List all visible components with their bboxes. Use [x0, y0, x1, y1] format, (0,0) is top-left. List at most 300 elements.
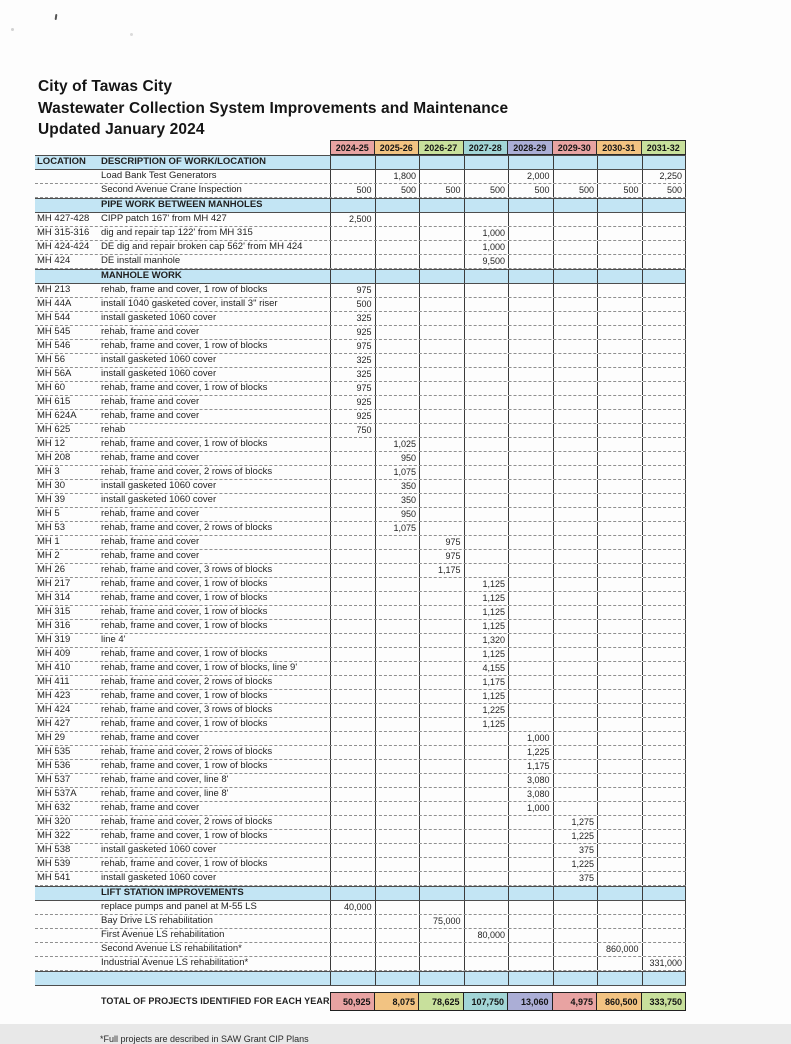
- year-column-header: 2029-30: [553, 140, 598, 155]
- value-cell: [419, 943, 464, 956]
- description-cell: rehab, frame and cover: [101, 410, 200, 421]
- title-line-2: Wastewater Collection System Improvements and Maintenance: [38, 99, 509, 117]
- value-cell: [330, 732, 375, 745]
- value-cell: [375, 788, 420, 801]
- value-cell: 1,125: [464, 620, 509, 633]
- value-cell: [597, 382, 642, 395]
- value-cell: 325: [330, 312, 375, 325]
- section-label: MANHOLE WORK: [98, 270, 330, 283]
- value-cell: [375, 718, 420, 731]
- section-label: LIFT STATION IMPROVEMENTS: [98, 887, 330, 900]
- location-cell: MH 409: [37, 648, 71, 659]
- value-cell: [642, 887, 687, 900]
- value-cell: 1,175: [508, 760, 553, 773]
- description-cell: rehab, frame and cover, 2 rows of blocks: [101, 676, 273, 687]
- value-cell: 750: [330, 424, 375, 437]
- value-cell: [419, 326, 464, 339]
- location-cell: MH 26: [37, 564, 65, 575]
- value-cell: [597, 676, 642, 689]
- value-cell: 975: [419, 536, 464, 549]
- description-cell: Load Bank Test Generators: [101, 170, 217, 181]
- value-cell: [597, 424, 642, 437]
- section-label: PIPE WORK BETWEEN MANHOLES: [98, 199, 330, 212]
- value-cell: [375, 368, 420, 381]
- value-cell: [642, 704, 687, 717]
- value-cell: [597, 774, 642, 787]
- value-cell: [642, 690, 687, 703]
- value-cell: [464, 270, 509, 283]
- table-row: [35, 255, 686, 269]
- value-cell: [597, 410, 642, 423]
- value-cell: [553, 957, 598, 970]
- description-cell: line 4': [101, 634, 126, 645]
- value-cell: [419, 270, 464, 283]
- value-cell: [553, 648, 598, 661]
- value-cell: [330, 648, 375, 661]
- value-cell: [553, 732, 598, 745]
- value-cell: [597, 564, 642, 577]
- value-cell: [553, 396, 598, 409]
- value-cell: [330, 676, 375, 689]
- value-cell: [508, 354, 553, 367]
- value-cell: 1,000: [464, 241, 509, 254]
- location-cell: MH 427: [37, 718, 71, 729]
- value-cell: [464, 340, 509, 353]
- value-cell: [642, 452, 687, 465]
- value-cell: [642, 227, 687, 240]
- table-row: [35, 438, 686, 452]
- description-cell: rehab, frame and cover, line 8': [101, 788, 229, 799]
- value-cell: [553, 746, 598, 759]
- value-cell: 350: [375, 480, 420, 493]
- table-row: [35, 774, 686, 788]
- value-cell: [508, 312, 553, 325]
- value-cell: [375, 858, 420, 871]
- value-cell: [642, 508, 687, 521]
- value-cell: [508, 550, 553, 563]
- value-cell: [464, 972, 509, 985]
- value-cell: [464, 788, 509, 801]
- value-cell: [419, 929, 464, 942]
- value-cell: [508, 915, 553, 928]
- value-cell: [330, 943, 375, 956]
- table-row: [35, 746, 686, 760]
- location-cell: MH 315: [37, 606, 71, 617]
- value-cell: [375, 872, 420, 885]
- value-cell: [553, 522, 598, 535]
- table-row: [35, 312, 686, 326]
- value-cell: 1,075: [375, 466, 420, 479]
- description-cell: rehab, frame and cover, line 8': [101, 774, 229, 785]
- value-cell: [464, 368, 509, 381]
- value-cell: [553, 634, 598, 647]
- table-row: [35, 802, 686, 816]
- value-cell: [642, 718, 687, 731]
- value-cell: [597, 494, 642, 507]
- title-line-3: Updated January 2024: [38, 121, 205, 138]
- description-cell: rehab, frame and cover, 2 rows of blocks: [101, 746, 273, 757]
- description-cell: install gasketed 1060 cover: [101, 480, 217, 491]
- value-cell: [464, 480, 509, 493]
- value-cell: [597, 690, 642, 703]
- description-cell: [98, 972, 330, 985]
- location-cell: MH 5: [37, 508, 60, 519]
- value-cell: [597, 466, 642, 479]
- value-cell: [597, 844, 642, 857]
- location-cell: [35, 901, 98, 914]
- location-cell: [35, 199, 98, 212]
- location-column-header: LOCATION: [35, 156, 98, 169]
- value-cell: [597, 213, 642, 226]
- value-cell: [642, 241, 687, 254]
- value-cell: [642, 354, 687, 367]
- header-year-cell: [597, 156, 642, 169]
- value-cell: [508, 213, 553, 226]
- value-cell: [375, 536, 420, 549]
- value-cell: 9,500: [464, 255, 509, 268]
- location-cell: MH 319: [37, 634, 71, 645]
- value-cell: [642, 298, 687, 311]
- value-cell: [553, 326, 598, 339]
- value-cell: [419, 592, 464, 605]
- value-cell: [419, 972, 464, 985]
- value-cell: 500: [508, 184, 553, 197]
- value-cell: 1,025: [375, 438, 420, 451]
- value-cell: [419, 298, 464, 311]
- location-cell: MH 424: [37, 255, 71, 266]
- value-cell: [508, 648, 553, 661]
- value-cell: [419, 676, 464, 689]
- value-cell: [464, 199, 509, 212]
- value-cell: 1,000: [508, 802, 553, 815]
- location-cell: MH 615: [37, 396, 71, 407]
- value-cell: 975: [330, 284, 375, 297]
- description-cell: rehab, frame and cover: [101, 536, 200, 547]
- value-cell: 500: [330, 298, 375, 311]
- value-cell: [330, 620, 375, 633]
- value-cell: [597, 508, 642, 521]
- value-cell: 3,080: [508, 788, 553, 801]
- value-cell: 350: [375, 494, 420, 507]
- description-cell: install gasketed 1060 cover: [101, 312, 217, 323]
- value-cell: 1,175: [464, 676, 509, 689]
- value-cell: [642, 634, 687, 647]
- location-cell: MH 44A: [37, 298, 72, 309]
- value-cell: [419, 354, 464, 367]
- value-cell: [419, 578, 464, 591]
- table-row: [35, 452, 686, 466]
- value-cell: [419, 241, 464, 254]
- value-cell: [508, 438, 553, 451]
- section-row: [35, 886, 686, 901]
- value-cell: 331,000: [642, 957, 687, 970]
- value-cell: [464, 760, 509, 773]
- value-cell: [330, 788, 375, 801]
- value-cell: [375, 915, 420, 928]
- total-value-cell: 50,925: [330, 992, 375, 1011]
- table-row: [35, 424, 686, 438]
- value-cell: [508, 844, 553, 857]
- table-row: [35, 872, 686, 886]
- table-row: [35, 704, 686, 718]
- value-cell: [642, 929, 687, 942]
- description-cell: dig and repair tap 122' from MH 315: [101, 227, 253, 238]
- location-cell: MH 314: [37, 592, 71, 603]
- value-cell: [375, 227, 420, 240]
- value-cell: [642, 494, 687, 507]
- value-cell: 2,500: [330, 213, 375, 226]
- location-cell: MH 541: [37, 872, 71, 883]
- value-cell: [597, 326, 642, 339]
- location-cell: MH 29: [37, 732, 65, 743]
- value-cell: [508, 368, 553, 381]
- value-cell: [642, 424, 687, 437]
- value-cell: [419, 957, 464, 970]
- value-cell: [642, 578, 687, 591]
- value-cell: 500: [642, 184, 687, 197]
- location-cell: MH 424: [37, 704, 71, 715]
- value-cell: [419, 227, 464, 240]
- value-cell: [419, 170, 464, 183]
- value-cell: [553, 508, 598, 521]
- description-cell: rehab, frame and cover, 1 row of blocks: [101, 830, 268, 841]
- value-cell: [597, 830, 642, 843]
- value-cell: [375, 326, 420, 339]
- location-cell: [35, 943, 98, 956]
- value-cell: [597, 788, 642, 801]
- value-cell: 975: [330, 382, 375, 395]
- value-cell: [553, 718, 598, 731]
- value-cell: [508, 466, 553, 479]
- value-cell: [553, 270, 598, 283]
- value-cell: [508, 957, 553, 970]
- value-cell: [553, 704, 598, 717]
- value-cell: [508, 972, 553, 985]
- value-cell: 1,800: [375, 170, 420, 183]
- value-cell: [419, 746, 464, 759]
- table-row: [35, 227, 686, 241]
- value-cell: [375, 298, 420, 311]
- value-cell: [597, 972, 642, 985]
- value-cell: [553, 760, 598, 773]
- value-cell: [330, 972, 375, 985]
- value-cell: [419, 662, 464, 675]
- value-cell: 1,125: [464, 592, 509, 605]
- table-row: [35, 368, 686, 382]
- description-cell: DE install manhole: [101, 255, 181, 266]
- total-value-cell: 78,625: [419, 992, 464, 1011]
- value-cell: [419, 494, 464, 507]
- value-cell: [375, 648, 420, 661]
- location-cell: MH 424-424: [37, 241, 90, 252]
- location-cell: MH 316: [37, 620, 71, 631]
- value-cell: [553, 312, 598, 325]
- value-cell: [642, 915, 687, 928]
- value-cell: 500: [464, 184, 509, 197]
- value-cell: [597, 396, 642, 409]
- value-cell: [330, 241, 375, 254]
- value-cell: [375, 704, 420, 717]
- value-cell: 80,000: [464, 929, 509, 942]
- value-cell: [642, 844, 687, 857]
- value-cell: [419, 901, 464, 914]
- value-cell: [642, 550, 687, 563]
- scan-artifact: [55, 14, 58, 20]
- value-cell: [330, 452, 375, 465]
- value-cell: 860,000: [597, 943, 642, 956]
- value-cell: [642, 901, 687, 914]
- value-cell: [464, 746, 509, 759]
- value-cell: [464, 494, 509, 507]
- location-cell: [35, 887, 98, 900]
- value-cell: [375, 887, 420, 900]
- value-cell: 1,075: [375, 522, 420, 535]
- value-cell: [375, 802, 420, 815]
- value-cell: [553, 564, 598, 577]
- header-year-cell: [464, 156, 509, 169]
- value-cell: 500: [375, 184, 420, 197]
- value-cell: [508, 564, 553, 577]
- value-cell: 1,225: [464, 704, 509, 717]
- table-row: [35, 901, 686, 915]
- description-cell: First Avenue LS rehabilitation: [101, 929, 225, 940]
- table-row: [35, 354, 686, 368]
- table-row: [35, 241, 686, 255]
- value-cell: [553, 662, 598, 675]
- value-cell: [419, 368, 464, 381]
- value-cell: [642, 410, 687, 423]
- value-cell: [419, 830, 464, 843]
- value-cell: 925: [330, 410, 375, 423]
- value-cell: 975: [419, 550, 464, 563]
- value-cell: [597, 915, 642, 928]
- value-cell: [508, 872, 553, 885]
- value-cell: [464, 466, 509, 479]
- value-cell: 1,225: [553, 830, 598, 843]
- value-cell: [330, 592, 375, 605]
- footnote: *Full projects are described in SAW Grant CIP Plans: [100, 1034, 309, 1044]
- table-row: [35, 760, 686, 774]
- value-cell: [330, 480, 375, 493]
- value-cell: 1,125: [464, 690, 509, 703]
- location-cell: [35, 184, 98, 197]
- value-cell: [508, 255, 553, 268]
- value-cell: [642, 396, 687, 409]
- value-cell: [508, 858, 553, 871]
- year-column-header: 2024-25: [330, 140, 375, 155]
- value-cell: [597, 270, 642, 283]
- value-cell: [642, 816, 687, 829]
- value-cell: [330, 718, 375, 731]
- value-cell: [597, 732, 642, 745]
- value-cell: [642, 606, 687, 619]
- total-value-cell: 8,075: [375, 992, 420, 1011]
- value-cell: [330, 634, 375, 647]
- description-cell: rehab, frame and cover, 3 rows of blocks: [101, 704, 273, 715]
- value-cell: [508, 326, 553, 339]
- table-row: [35, 396, 686, 410]
- value-cell: [553, 354, 598, 367]
- value-cell: [419, 872, 464, 885]
- value-cell: [597, 354, 642, 367]
- location-cell: MH 315-316: [37, 227, 90, 238]
- value-cell: 4,155: [464, 662, 509, 675]
- value-cell: [419, 452, 464, 465]
- description-cell: install gasketed 1060 cover: [101, 494, 217, 505]
- value-cell: [642, 312, 687, 325]
- value-cell: [642, 788, 687, 801]
- table-row: [35, 606, 686, 620]
- description-column-header: DESCRIPTION OF WORK/LOCATION: [98, 156, 330, 169]
- table-row: [35, 536, 686, 550]
- year-column-header: 2028-29: [508, 140, 553, 155]
- table-row: [35, 298, 686, 312]
- value-cell: [464, 872, 509, 885]
- value-cell: [553, 887, 598, 900]
- table-row: [35, 943, 686, 957]
- value-cell: [419, 802, 464, 815]
- value-cell: [508, 452, 553, 465]
- value-cell: 500: [553, 184, 598, 197]
- value-cell: [375, 241, 420, 254]
- value-cell: [419, 340, 464, 353]
- description-cell: rehab, frame and cover, 1 row of blocks: [101, 718, 268, 729]
- value-cell: [464, 858, 509, 871]
- description-cell: rehab, frame and cover: [101, 508, 200, 519]
- location-cell: MH 213: [37, 284, 71, 295]
- value-cell: [464, 438, 509, 451]
- table-row: [35, 466, 686, 480]
- value-cell: 950: [375, 452, 420, 465]
- header-year-cell: [330, 156, 375, 169]
- total-row: [35, 992, 686, 1011]
- description-cell: rehab, frame and cover, 2 rows of blocks: [101, 816, 273, 827]
- value-cell: [553, 620, 598, 633]
- value-cell: [597, 312, 642, 325]
- value-cell: [553, 929, 598, 942]
- value-cell: [508, 241, 553, 254]
- value-cell: 3,080: [508, 774, 553, 787]
- value-cell: [508, 396, 553, 409]
- value-cell: 2,000: [508, 170, 553, 183]
- value-cell: [375, 901, 420, 914]
- description-cell: rehab, frame and cover, 3 rows of blocks: [101, 564, 273, 575]
- value-cell: [464, 957, 509, 970]
- value-cell: [597, 634, 642, 647]
- total-value-cell: 13,060: [508, 992, 553, 1011]
- table-row: [35, 494, 686, 508]
- value-cell: [553, 550, 598, 563]
- value-cell: [642, 564, 687, 577]
- description-cell: install gasketed 1060 cover: [101, 368, 217, 379]
- total-value-cell: 860,500: [597, 992, 642, 1011]
- location-cell: MH 39: [37, 494, 65, 505]
- value-cell: [553, 972, 598, 985]
- value-cell: [464, 844, 509, 857]
- value-cell: [642, 972, 687, 985]
- year-column-header: 2030-31: [597, 140, 642, 155]
- value-cell: [464, 564, 509, 577]
- value-cell: [553, 241, 598, 254]
- value-cell: 925: [330, 326, 375, 339]
- blank-row: [35, 971, 686, 986]
- value-cell: [508, 536, 553, 549]
- table-row: [35, 522, 686, 536]
- value-cell: [642, 872, 687, 885]
- value-cell: [330, 872, 375, 885]
- value-cell: [419, 424, 464, 437]
- value-cell: [419, 284, 464, 297]
